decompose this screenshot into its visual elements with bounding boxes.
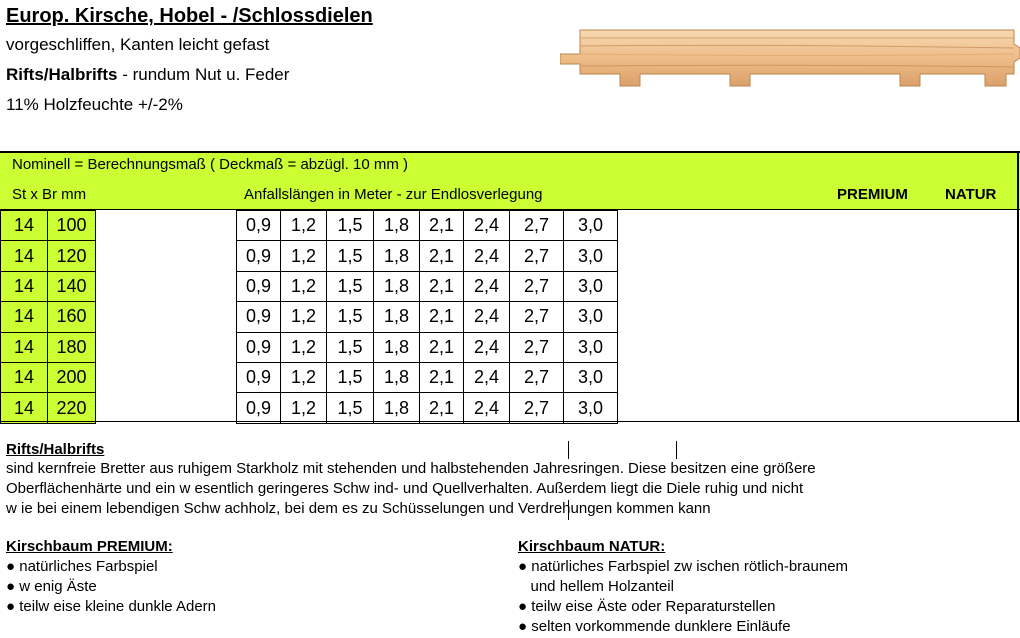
length-cell: 2,1 [420, 362, 464, 392]
length-row [237, 271, 618, 301]
size-row [1, 332, 96, 362]
natur-item: ● natürliches Farbspiel zw ischen rötlich-braunem [518, 558, 849, 575]
natur-item: und hellem Holzanteil [518, 578, 674, 595]
premium-list [6, 557, 216, 617]
size-table [0, 210, 96, 424]
subtitle-finish: vorgeschliffen, Kanten leicht gefast [6, 35, 270, 54]
length-cell: 3,0 [564, 362, 618, 392]
length-cell: 1,8 [374, 332, 420, 362]
length-cell: 1,8 [374, 302, 420, 332]
length-cell: 3,0 [564, 393, 618, 423]
rifts-line: w ie bei einem lebendigen Schw achholz, bei dem es zu Schüsselungen und Verdrehungen kommen kann [6, 500, 711, 517]
width-cell: 160 [48, 302, 96, 332]
length-cell: 1,2 [281, 271, 327, 301]
natur-list [518, 557, 848, 637]
thickness-cell: 14 [1, 241, 48, 271]
divider-line [568, 441, 569, 459]
length-cell: 0,9 [237, 271, 281, 301]
lengths-header: Anfallslängen in Meter - zur Endlosverlegung [244, 186, 543, 203]
premium-item: ● teilw eise kleine dunkle Adern [6, 598, 217, 615]
width-cell: 220 [48, 393, 96, 423]
length-cell: 1,8 [374, 241, 420, 271]
length-cell: 1,8 [374, 271, 420, 301]
length-cell: 1,2 [281, 362, 327, 392]
length-cell: 1,5 [327, 271, 374, 301]
length-cell: 2,7 [510, 241, 564, 271]
length-row [237, 302, 618, 332]
length-cell: 1,2 [281, 211, 327, 241]
thickness-cell: 14 [1, 393, 48, 423]
length-cell: 1,2 [281, 332, 327, 362]
length-row [237, 241, 618, 271]
length-cell: 0,9 [237, 241, 281, 271]
size-row [1, 241, 96, 271]
length-cell: 3,0 [564, 302, 618, 332]
length-cell: 2,7 [510, 332, 564, 362]
length-cell: 1,5 [327, 393, 374, 423]
length-cell: 2,4 [464, 211, 510, 241]
length-cell: 3,0 [564, 271, 618, 301]
size-row [1, 271, 96, 301]
premium-title: Kirschbaum PREMIUM: [6, 538, 173, 555]
tongue-and-groove-board-image [560, 24, 1020, 100]
length-cell: 1,8 [374, 362, 420, 392]
thickness-cell: 14 [1, 332, 48, 362]
premium-item: ● w enig Äste [6, 578, 97, 595]
subtitle-cut-bold: Rifts/Halbrifts [6, 65, 118, 84]
page-title: Europ. Kirsche, Hobel - /Schlossdielen [6, 5, 373, 27]
length-cell: 0,9 [237, 332, 281, 362]
rifts-line: sind kernfreie Bretter aus ruhigem Starkholz mit stehenden und halbstehenden Jahresringen. Diese besitzen eine größere [6, 460, 816, 477]
length-cell: 1,5 [327, 362, 374, 392]
nominal-note: Nominell = Berechnungsmaß ( Deckmaß = abzügl. 10 mm ) [12, 156, 408, 173]
length-cell: 1,8 [374, 211, 420, 241]
natur-title: Kirschbaum NATUR: [518, 538, 666, 555]
length-row [237, 362, 618, 392]
width-cell: 180 [48, 332, 96, 362]
thickness-cell: 14 [1, 211, 48, 241]
divider-line [676, 441, 677, 459]
length-cell: 2,1 [420, 332, 464, 362]
length-cell: 0,9 [237, 211, 281, 241]
length-row [237, 393, 618, 423]
length-cell: 2,7 [510, 393, 564, 423]
length-row [237, 211, 618, 241]
length-cell: 2,4 [464, 271, 510, 301]
table-right-border [1017, 151, 1019, 422]
length-cell: 3,0 [564, 332, 618, 362]
length-cell: 1,5 [327, 302, 374, 332]
thickness-cell: 14 [1, 271, 48, 301]
length-cell: 0,9 [237, 362, 281, 392]
length-cell: 2,4 [464, 302, 510, 332]
subtitle-moisture: 11% Holzfeuchte +/-2% [6, 95, 183, 114]
length-cell: 1,5 [327, 241, 374, 271]
length-cell: 1,2 [281, 393, 327, 423]
length-cell: 2,1 [420, 241, 464, 271]
length-cell: 2,7 [510, 302, 564, 332]
dimension-header: St x Br mm [12, 186, 87, 203]
length-cell: 1,8 [374, 393, 420, 423]
thickness-cell: 14 [1, 362, 48, 392]
length-table [236, 210, 618, 424]
length-cell: 2,4 [464, 393, 510, 423]
rifts-description [6, 459, 906, 519]
length-cell: 1,2 [281, 241, 327, 271]
length-cell: 2,1 [420, 211, 464, 241]
size-row [1, 302, 96, 332]
thickness-cell: 14 [1, 302, 48, 332]
rifts-line: Oberflächenhärte und ein w esentlich geringeres Schw ind- und Quellverhalten. Außerdem liegt die Diele ruhig und nicht [6, 480, 804, 497]
rifts-title: Rifts/Halbrifts [6, 441, 105, 458]
length-cell: 2,4 [464, 332, 510, 362]
premium-item: ● natürliches Farbspiel [6, 558, 158, 575]
subtitle-cut [6, 65, 289, 85]
size-row [1, 362, 96, 392]
width-cell: 200 [48, 362, 96, 392]
width-cell: 120 [48, 241, 96, 271]
length-cell: 2,1 [420, 393, 464, 423]
length-cell: 1,5 [327, 211, 374, 241]
length-cell: 2,4 [464, 241, 510, 271]
length-cell: 2,4 [464, 362, 510, 392]
length-cell: 0,9 [237, 302, 281, 332]
length-cell: 3,0 [564, 211, 618, 241]
length-row [237, 332, 618, 362]
length-cell: 0,9 [237, 393, 281, 423]
premium-header: PREMIUM [837, 186, 908, 203]
length-cell: 2,7 [510, 271, 564, 301]
natur-item: ● selten vorkommende dunklere Einläufe [518, 618, 791, 635]
natur-item: ● teilw eise Äste oder Reparaturstellen [518, 598, 776, 615]
length-cell: 2,7 [510, 211, 564, 241]
length-cell: 2,7 [510, 362, 564, 392]
size-row [1, 393, 96, 423]
length-cell: 1,2 [281, 302, 327, 332]
length-cell: 2,1 [420, 302, 464, 332]
natur-header: NATUR [945, 186, 997, 203]
width-cell: 140 [48, 271, 96, 301]
subtitle-cut-rest: - rundum Nut u. Feder [117, 65, 290, 84]
width-cell: 100 [48, 211, 96, 241]
length-cell: 2,1 [420, 271, 464, 301]
length-cell: 1,5 [327, 332, 374, 362]
table-bottom-border [0, 421, 1020, 422]
size-row [1, 211, 96, 241]
length-cell: 3,0 [564, 241, 618, 271]
